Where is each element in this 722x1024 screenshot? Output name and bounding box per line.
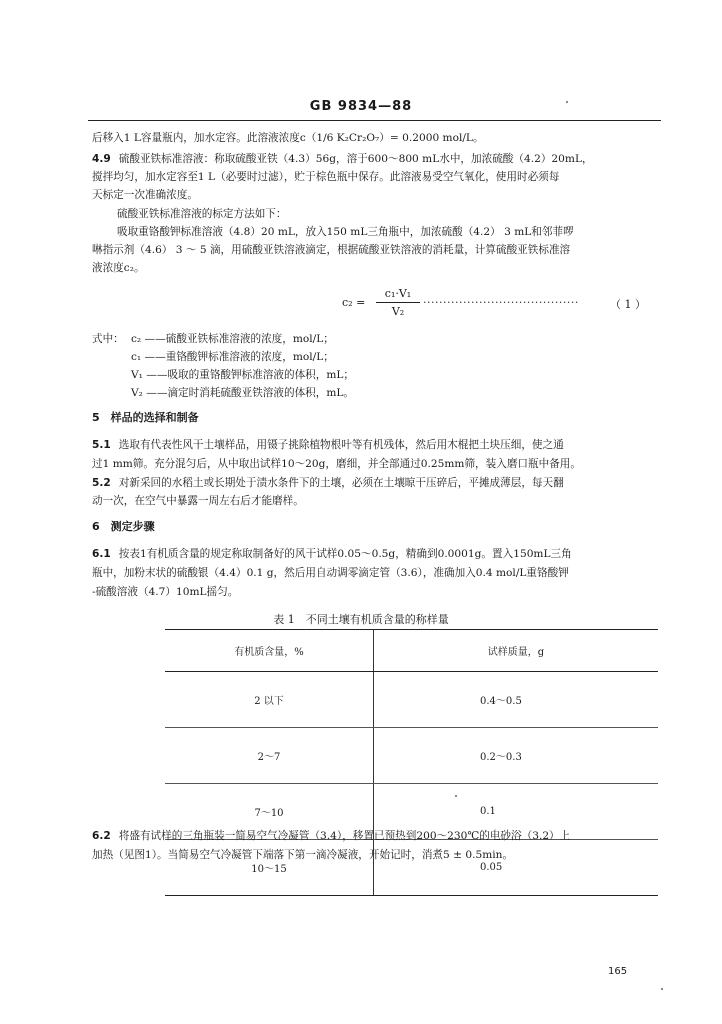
table-cell: 2 以下 bbox=[165, 672, 374, 728]
formula-leader: ······································· bbox=[423, 296, 579, 309]
clause-4-9-line7: 液浓度c₂。 bbox=[92, 262, 145, 274]
clause-4-9-line3: 天标定一次准确浓度。 bbox=[92, 189, 198, 201]
clause-text: 对新采回的水稻土或长期处于渍水条件下的土壤，必须在土壤晾干压碎后，平摊成薄层，每天翻 bbox=[118, 477, 564, 489]
clause-4-9-line1 bbox=[92, 152, 593, 166]
scan-speck bbox=[661, 988, 663, 990]
table-cell: 0.4～0.5 bbox=[374, 672, 659, 728]
clause-number: 6.2 bbox=[92, 830, 111, 842]
definition-item: c₁ ——重铬酸钾标准溶液的浓度，mol/L； bbox=[131, 351, 334, 363]
column-header: 有机质含量，% bbox=[165, 630, 374, 672]
clause-number: 4.9 bbox=[92, 153, 111, 165]
clause-text: 选取有代表性风干土壤样品，用镊子挑除植物根叶等有机残体，然后用木棍把土块压细，使之通 bbox=[118, 439, 564, 451]
clause-6-1-line2: 瓶中，加粉末状的硫酸银（4.4）0.1 g，然后用自动调零滴定管（3.6），准确加入0.4 mol/L重铬酸钾 bbox=[92, 567, 569, 579]
table-row bbox=[165, 728, 658, 784]
header-rule bbox=[88, 120, 661, 121]
table-caption: 表 1 不同土壤有机质含量的称样量 bbox=[273, 613, 449, 626]
formula-numerator: c₁·V₁ bbox=[384, 287, 412, 300]
scan-speck bbox=[455, 795, 457, 797]
table-cell: 2～7 bbox=[165, 728, 374, 784]
clause-6-1-line1 bbox=[92, 547, 572, 561]
definition-item: V₁ ——吸取的重铬酸钾标准溶液的体积，mL； bbox=[131, 369, 355, 381]
table-cell: 0.2～0.3 bbox=[374, 728, 659, 784]
formula-denominator: V₂ bbox=[391, 305, 405, 318]
clause-4-9-line6: 啉指示剂（4.6） 3 ～ 5 滴，用硫酸亚铁溶液滴定，根据硫酸亚铁溶液的消耗量，计算硫酸亚铁标准溶 bbox=[92, 244, 571, 256]
formula-fraction bbox=[376, 287, 420, 318]
clause-4-9-line5: 吸取重铬酸钾标准溶液（4.8）20 mL，放入150 mL三角瓶中，加浓硫酸（4.2） 3 mL和邻菲啰 bbox=[117, 226, 574, 238]
clause-text: 按表1有机质含量的规定称取制备好的风干试样0.05～0.5g，精确到0.0001g。置入150mL三角 bbox=[118, 548, 572, 560]
clause-5-2-line2: 动一次，在空气中暴露一周左右后才能磨样。 bbox=[92, 495, 304, 507]
fraction-bar bbox=[376, 302, 420, 303]
clause-number: 5.1 bbox=[92, 439, 111, 451]
definitions-intro: 式中： bbox=[92, 333, 124, 345]
clause-number: 5.2 bbox=[92, 477, 111, 489]
table-cell: 0.1 bbox=[374, 784, 659, 840]
definition-item: V₂ ——滴定时消耗硫酸亚铁溶液的体积，mL。 bbox=[131, 387, 355, 399]
clause-6-2-line2: 加热（见图1）。当简易空气冷凝管下端落下第一滴冷凝液，开始记时，消煮5 ± 0.5min。 bbox=[92, 849, 514, 861]
formula-lhs: c₂ = bbox=[342, 296, 366, 309]
standard-header: GB 9834—88 bbox=[309, 99, 413, 114]
clause-5-1-line1 bbox=[92, 438, 564, 452]
page-number: 165 bbox=[608, 966, 628, 977]
clause-5-1-line2: 过1 mm筛。充分混匀后，从中取出试样10～20g，磨细，并全部通过0.25mm筛，装入磨口瓶中备用。 bbox=[92, 458, 581, 470]
para-4-8-end: 后移入1 L容量瓶内，加水定容。此溶液浓度c（1/6 K₂Cr₂O₇）= 0.2000 mol/L。 bbox=[92, 132, 484, 144]
clause-4-9-line4: 硫酸亚铁标准溶液的标定方法如下： bbox=[117, 208, 287, 220]
table-cell: 7～10 bbox=[165, 784, 374, 840]
clause-number: 6.1 bbox=[92, 548, 111, 560]
definition-item: c₂ ——硫酸亚铁标准溶液的浓度，mol/L； bbox=[131, 333, 334, 345]
clause-5-2-line1 bbox=[92, 476, 564, 490]
table-cell: 10～15 bbox=[165, 840, 374, 896]
clause-6-2-line1 bbox=[92, 829, 570, 843]
section-6-heading: 6 测定步骤 bbox=[92, 520, 155, 533]
table-cell: 0.05 bbox=[374, 840, 659, 896]
scan-speck bbox=[566, 101, 568, 103]
section-5-heading: 5 样品的选择和制备 bbox=[92, 411, 199, 424]
formula-eqno: （ 1 ） bbox=[610, 298, 646, 311]
clause-text: 将盛有试样的三角瓶装一简易空气冷凝管（3.4），移置已预热到200～230℃的电砂浴（3.2）上 bbox=[118, 830, 571, 842]
clause-text: 硫酸亚铁标准溶液：称取硫酸亚铁（4.3）56g，溶于600～800 mL水中，加浓硫酸（4.2）20mL， bbox=[118, 153, 593, 165]
table-row bbox=[165, 672, 658, 728]
clause-4-9-line2: 搅拌均匀，加水定容至1 L（必要时过滤），贮于棕色瓶中保存。此溶液易受空气氧化，使用时必须每 bbox=[92, 171, 560, 183]
table-header-row bbox=[165, 630, 658, 672]
column-header: 试样质量，g bbox=[374, 630, 659, 672]
clause-6-1-line3: -硫酸溶液（4.7）10mL摇匀。 bbox=[92, 586, 239, 598]
